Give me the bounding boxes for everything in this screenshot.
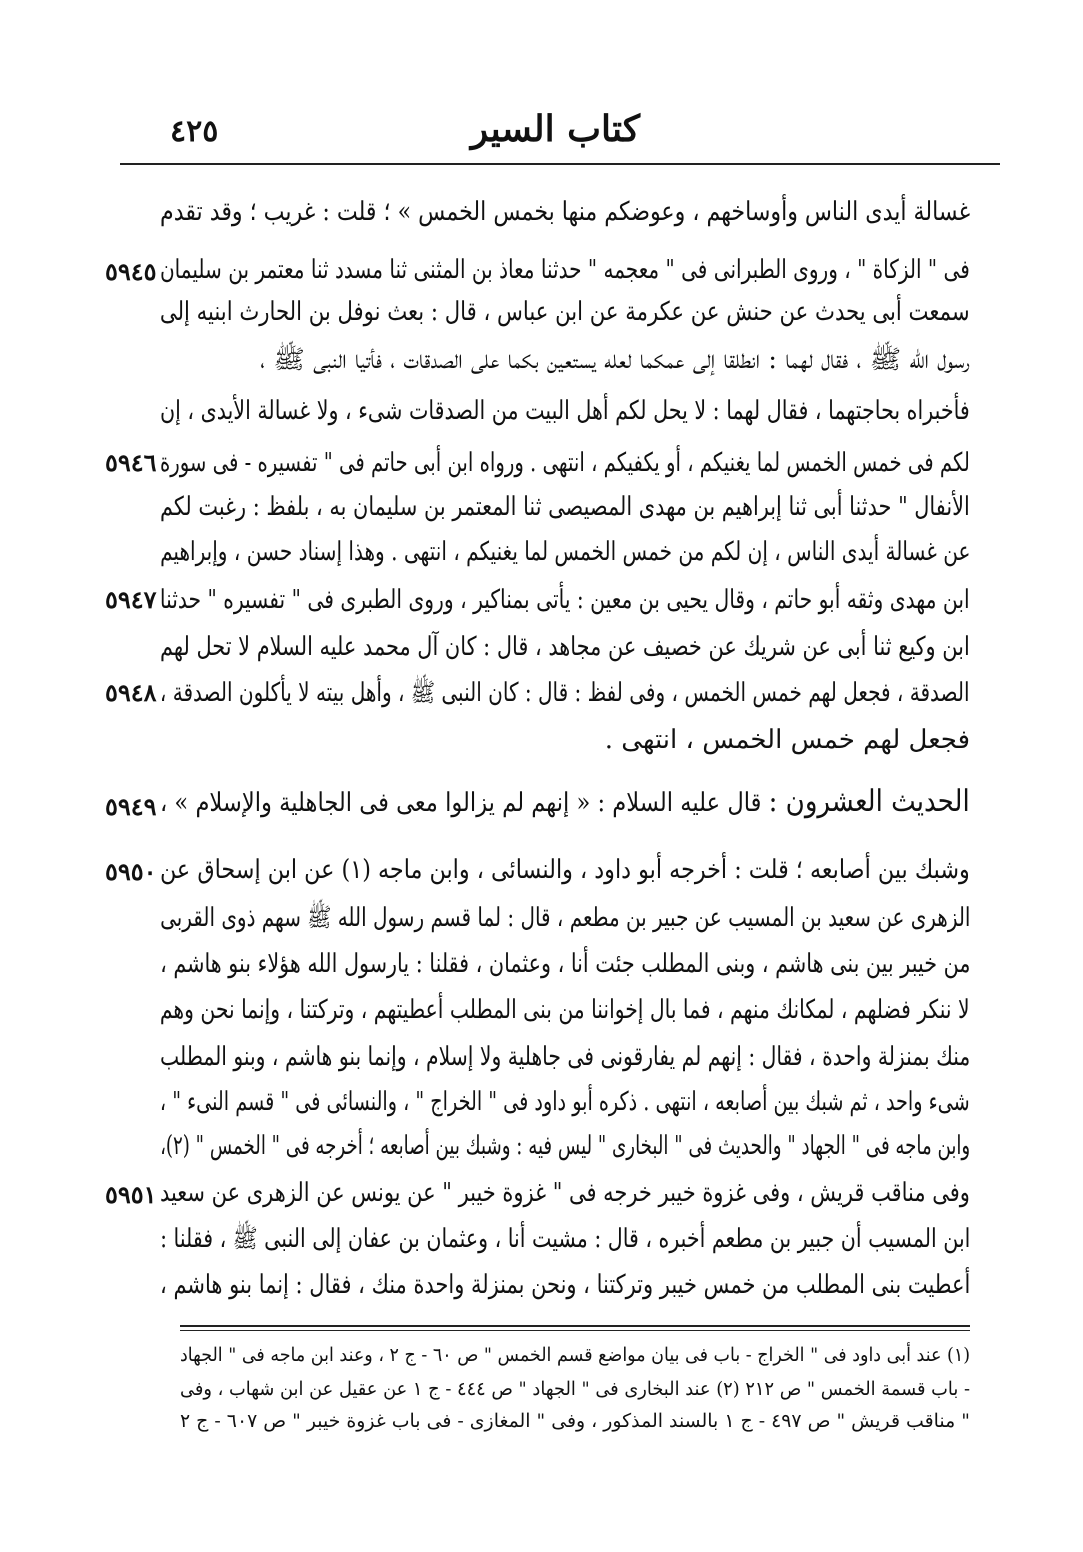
text-line: رسول الله ﷺ ، فقال لهما : انطلقا إلى عمكما لعله يستعين بكما على الصدقات ، فأتيا النبى ﷺ ، <box>260 345 970 375</box>
footnote-line: " مناقب قريش " ص ٤٩٧ - ج ١ بالسند المذكور ، وفى " المغازى - فى باب غزوة خيبر " ص ٦٠٧ - ج ٢ <box>180 1410 970 1432</box>
hadith-heading: الحديث العشرون : <box>768 784 970 819</box>
hadith-text: قال عليه السلام : « إنهم لم يزالوا معى فى الجاهلية والإسلام » ، <box>160 788 762 818</box>
text-line: فجعل لهم خمس الخمس ، انتهى . <box>604 725 970 755</box>
text-line: لا ننكر فضلهم ، لمكانك منهم ، فما بال إخواننا من بنى المطلب أعطيتهم ، وتركتنا ، وإنما نحن وهم <box>160 995 970 1025</box>
text-line: ابن وكيع ثنا أبى عن شريك عن خصيف عن مجاهد ، قال : كان آل محمد عليه السلام لا تحل لهم <box>160 632 970 662</box>
text-line: فأخبراه بحاجتهما ، فقال لهما : لا يحل لكم أهل البيت من الصدقات شىء ، ولا غسالة الأيدى ، إن <box>160 396 970 426</box>
header-rule <box>120 163 1000 165</box>
margin-number: ٥٩٥٠ <box>105 857 157 886</box>
chapter-title: كتاب السير <box>470 108 640 150</box>
text-line: وفى مناقب قريش ، وفى غزوة خيبر خرجه فى " غزوة خيبر " عن يونس عن الزهرى عن سعيد <box>160 1178 970 1208</box>
page-number: ٤٢٥ <box>170 114 219 149</box>
text-line: وابن ماجه فى " الجهاد " والحديث فى " البخارى " ليس فيه : وشبك بين أصابعه ؛ أخرجه فى " الخمس " (٢)، <box>159 1131 971 1161</box>
margin-number: ٥٩٤٦ <box>105 448 157 477</box>
text-line: عن غسالة أيدى الناس ، إن لكم من خمس الخمس لما يغنيكم ، انتهى . وهذا إسناد حسن ، وإبراهيم <box>159 537 970 567</box>
footnote-rule <box>180 1325 970 1327</box>
margin-number: ٥٩٤٥ <box>105 257 157 286</box>
running-header <box>150 108 970 156</box>
text-line: ابن المسيب أن جبير بن مطعم أخبره ، قال : مشيت أنا ، وعثمان بن عفان إلى النبى ﷺ ، فقلنا : <box>159 1224 970 1254</box>
margin-number: ٥٩٤٩ <box>105 792 157 821</box>
text-line: ابن مهدى وثقه أبو حاتم ، وقال يحيى بن معين : يأتى بمناكير ، وروى الطبرى فى " تفسيره " حدثنا <box>160 585 970 615</box>
text-line: الأنفال " حدثنا أبى ثنا إبراهيم بن مهدى المصيصى ثنا المعتمر بن سليمان به ، بلفظ : رغبت لكم <box>160 492 970 522</box>
footnote-rule-thin <box>180 1330 970 1331</box>
margin-number: ٥٩٤٧ <box>105 585 157 614</box>
text-line: الزهرى عن سعيد بن المسيب عن جبير بن مطعم ، قال : لما قسم رسول الله ﷺ سهم ذوى القربى <box>159 903 970 933</box>
margin-number: ٥٩٤٨ <box>105 678 157 707</box>
text-line: غسالة أيدى الناس وأوساخهم ، وعوضكم منها بخمس الخمس » ؛ قلت : غريب ؛ وقد تقدم <box>159 197 970 227</box>
text-line: الصدقة ، فجعل لهم خمس الخمس ، وفى لفظ : قال : كان النبى ﷺ ، وأهل بيته لا يأكلون الصدقة ، <box>160 678 970 708</box>
text-line: منك بمنزلة واحدة ، فقال : إنهم لم يفارقونى فى جاهلية ولا إسلام ، وإنما بنو هاشم ، وبنو المطلب <box>159 1042 970 1072</box>
margin-number: ٥٩٥١ <box>105 1180 157 1209</box>
text-line: فى " الزكاة " ، وروى الطبرانى فى " معجمه " حدثنا معاذ بن المثنى ثنا مسدد ثنا معتمر بن سليمان <box>160 255 970 285</box>
text-line: أعطيت بنى المطلب من خمس خيبر وتركتنا ، ونحن بمنزلة واحدة منك ، فقال : إنما بنو هاشم ، <box>159 1270 970 1300</box>
text-line: شىء واحد ، ثم شبك بين أصابعه ، انتهى . ذكره أبو داود فى " الخراج " ، والنسائى فى " قسم النىء " ، <box>160 1087 970 1117</box>
footnote-line: - باب قسمة الخمس " ص ٢١٢ (٢) عند البخارى فى " الجهاد " ص ٤٤٤ - ج ١ عن عقيل عن ابن شهاب ، وفى <box>180 1378 970 1400</box>
text-line: سمعت أبى يحدث عن حنش عن عكرمة عن ابن عباس ، قال : بعث نوفل بن الحارث ابنيه إلى <box>160 297 970 327</box>
footnote-line: (١) عند أبى داود فى " الخراج - باب فى بيان مواضع قسم الخمس " ص ٦٠ - ج ٢ ، وعند ابن ماجه فى " الجهاد <box>179 1344 970 1366</box>
text-line: من خيبر بين بنى هاشم ، وبنى المطلب جئت أنا ، وعثمان ، فقلنا : يارسول الله هؤلاء بنو هاشم ، <box>159 949 970 979</box>
text-line: لكم فى خمس الخمس لما يغنيكم ، أو يكفيكم ، انتهى . ورواه ابن أبى حاتم فى " تفسيره - فى سورة <box>160 448 970 478</box>
text-line: وشبك بين أصابعه ؛ قلت : أخرجه أبو داود ، والنسائى ، وابن ماجه (١) عن ابن إسحاق عن <box>160 855 970 885</box>
hadith-heading-line <box>160 785 970 820</box>
